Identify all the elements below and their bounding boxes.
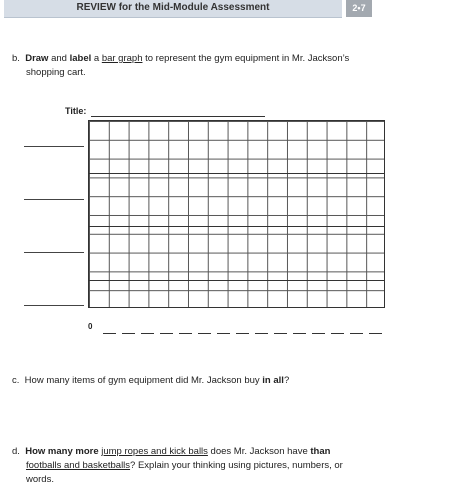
x-label-blank[interactable] [312,333,325,334]
x-label-blank[interactable] [236,333,249,334]
question-d [12,445,452,459]
x-label-blank[interactable] [122,333,135,334]
x-label-blank[interactable] [198,333,211,334]
y-label-line[interactable] [24,199,84,200]
question-b-bar-graph: bar graph [101,53,143,64]
graph-title-line[interactable] [91,116,265,117]
grid-major-line [88,226,385,227]
question-c-text: How many items of gym equipment did Mr. Jackson buy [24,375,263,386]
grid-major-line [88,280,385,281]
question-d-text-2: ? Explain your thinking using pictures, numbers, or [130,460,343,471]
x-label-blank[interactable] [350,333,363,334]
question-c-letter: c. [12,375,20,386]
question-d-line3: words. [26,474,54,485]
question-d-jump-ropes: jump ropes and kick balls [101,446,208,457]
question-d-letter: d. [12,446,20,457]
question-c-end: ? [283,375,290,386]
header-title: REVIEW for the Mid-Module Assessment [76,2,270,13]
x-label-blank[interactable] [179,333,192,334]
question-b-letter: b. [12,53,20,64]
question-b-line2: shopping cart. [26,67,86,78]
y-label-line[interactable] [24,146,84,147]
question-d-line2 [26,459,456,473]
question-b-label: label [69,53,92,64]
x-label-blank[interactable] [141,333,154,334]
question-d-than: than [310,446,331,457]
lesson-badge: 2•7 [346,0,372,17]
axis-zero-label: 0 [88,322,93,331]
question-c-in-all: in all [262,375,284,386]
y-label-line[interactable] [24,252,84,253]
graph-title-label: Title: [65,106,87,116]
question-b-text-3: to represent the gym equipment in Mr. Jackson’s [142,53,350,64]
grid-major-line [88,173,385,174]
x-label-blank[interactable] [293,333,306,334]
header-bar [4,0,342,18]
y-label-line[interactable] [24,305,84,306]
x-label-blank[interactable] [331,333,344,334]
question-d-footballs: footballs and basketballs [26,460,131,471]
question-b-text-1: and [48,53,70,64]
x-label-blank[interactable] [217,333,230,334]
x-label-blank[interactable] [369,333,382,334]
question-d-text-1: does Mr. Jackson have [207,446,311,457]
question-b-text-2: a [91,53,102,64]
x-label-blank[interactable] [274,333,287,334]
x-label-blank[interactable] [160,333,173,334]
x-label-blank[interactable] [255,333,268,334]
question-b-draw: Draw [25,53,49,64]
question-d-how-many-more: How many more [25,446,99,457]
x-label-blank[interactable] [103,333,116,334]
question-c [12,374,452,388]
question-b [12,52,452,66]
